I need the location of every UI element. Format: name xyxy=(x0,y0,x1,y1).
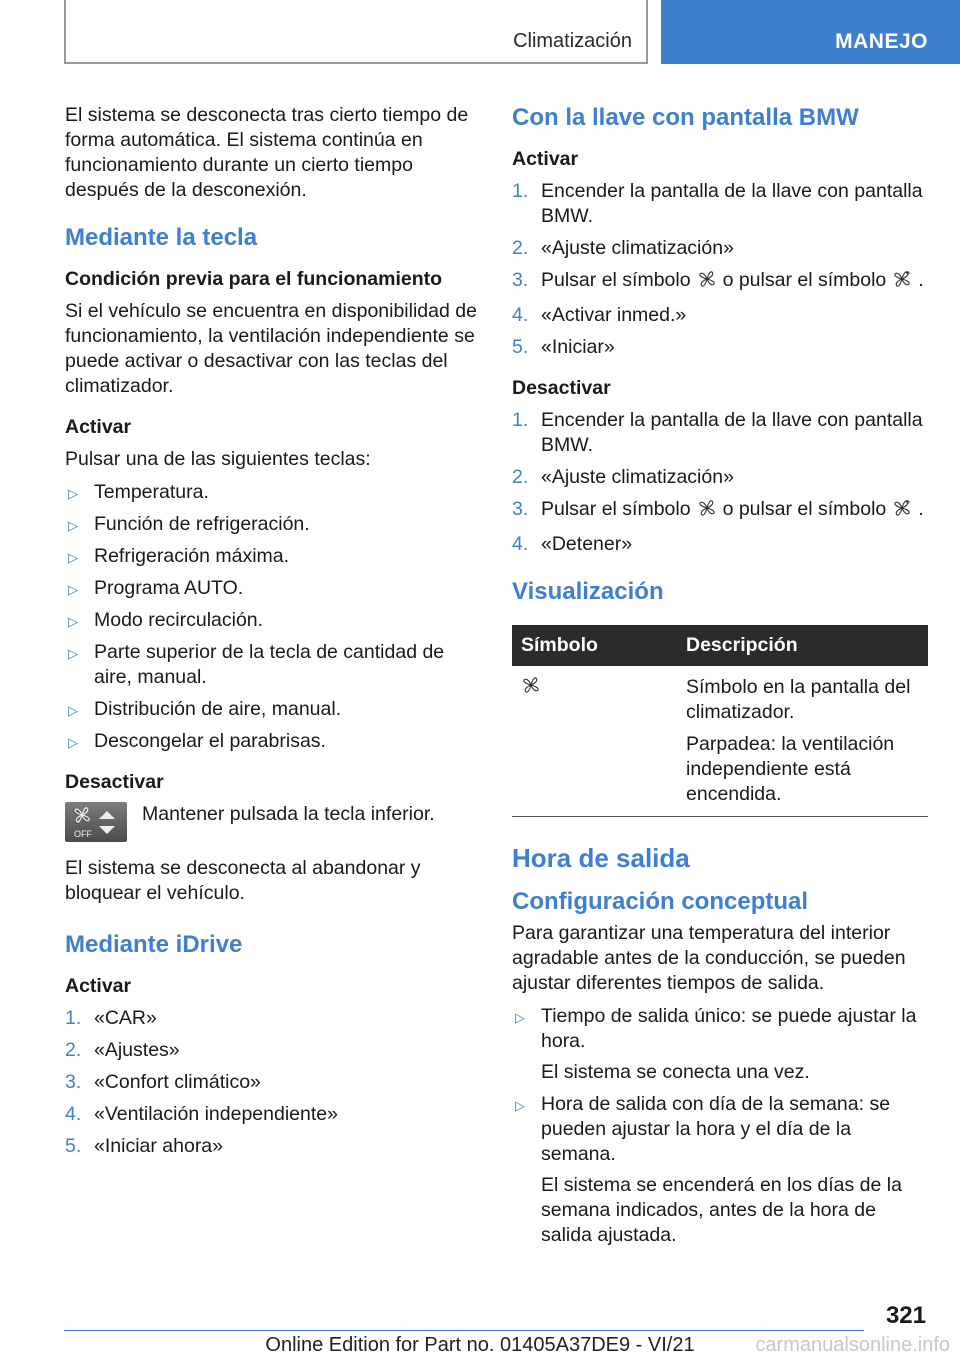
desconecta-paragraph: El sistema se desconecta al abandonar y bloquear el vehículo. xyxy=(65,857,421,904)
list-item: 5. «Iniciar ahora» xyxy=(65,1135,223,1157)
bullet-triangle-icon: ▷ xyxy=(68,582,78,597)
bullet-triangle-icon: ▷ xyxy=(68,550,78,565)
list-item: 4. «Activar inmed.» xyxy=(512,304,687,326)
symbol-table xyxy=(512,625,928,817)
right-column xyxy=(512,103,928,1256)
watermark: carmanualsonline.info xyxy=(755,1334,950,1356)
fan-icon xyxy=(697,269,717,296)
idrive-steps xyxy=(65,1006,485,1159)
table-desc-2: Parpadea: la ventilación independiente está encendida. xyxy=(686,733,895,805)
list-item: 2. «Ajustes» xyxy=(65,1039,180,1061)
section-title: Climatización xyxy=(513,30,632,52)
list-item: ▷ Modo recirculación. xyxy=(65,608,485,633)
activar-paragraph: Pulsar una de las siguientes teclas: xyxy=(65,448,371,470)
fan-icon xyxy=(697,498,717,525)
heading-activar-idrive: Activar xyxy=(65,975,132,997)
bullet-triangle-icon: ▷ xyxy=(515,1098,525,1113)
list-item: ▷ Tiempo de salida único: se puede ajustar la hora. El sistema se conecta una vez. xyxy=(515,1005,917,1083)
llave-desactivar-steps xyxy=(512,408,928,557)
condicion-paragraph: Si el vehículo se encuentra en disponibilidad de funcionamiento, la ventilación independiente se puede activar o desactivar con las teclas del climatizador. xyxy=(65,300,477,397)
heading-tecla: Mediante la tecla xyxy=(65,224,258,251)
teclas-list xyxy=(65,480,485,754)
heading-desactivar-llave: Desactivar xyxy=(512,377,611,399)
svg-text:OFF: OFF xyxy=(74,829,92,839)
bullet-triangle-icon: ▷ xyxy=(68,518,78,533)
list-item: ▷ Distribución de aire, manual. xyxy=(65,697,485,722)
llave-activar-steps xyxy=(512,179,928,360)
desactivar-block xyxy=(65,802,485,846)
heading-activar: Activar xyxy=(65,416,132,438)
fan-off-button xyxy=(65,802,127,842)
list-item: ▷ Parte superior de la tecla de cantidad de aire, manual. xyxy=(68,641,445,688)
salida-list xyxy=(512,1004,928,1248)
fan-plus-icon xyxy=(892,498,912,525)
bullet-triangle-icon: ▷ xyxy=(68,614,78,629)
fan-plus-icon xyxy=(892,269,912,296)
fan-icon xyxy=(521,678,541,700)
heading-salida: Hora de salida xyxy=(512,843,690,873)
chapter-tab: MANEJO xyxy=(661,0,960,64)
footer-edition: Online Edition for Part no. 01405A37DE9 - VI/21 xyxy=(265,1334,695,1356)
list-item: ▷ Función de refrigeración. xyxy=(65,512,485,537)
list-item: 4. «Ventilación independiente» xyxy=(65,1103,338,1125)
list-item: 2. «Ajuste climatización» xyxy=(512,466,734,488)
header-frame xyxy=(64,0,648,64)
heading-config: Configuración conceptual xyxy=(512,888,809,915)
heading-activar-llave: Activar xyxy=(512,148,579,170)
list-item: 3. Pulsar el símbolo o pulsar el símbolo . xyxy=(512,497,928,525)
table-desc-1: Símbolo en la pantalla del climatizador. xyxy=(686,676,911,723)
list-item: ▷ Programa AUTO. xyxy=(65,576,485,601)
list-item: ▷ Descongelar el parabrisas. xyxy=(65,729,485,754)
page-number: 321 xyxy=(885,1302,926,1329)
table-header-symbol: Símbolo xyxy=(512,625,677,666)
list-item: 3. «Confort climático» xyxy=(65,1071,261,1093)
list-item: ▷ Hora de salida con día de la semana: se pueden ajustar la hora y el día de la semana. El sistema se encenderá en los días de la semana indicados, antes de la hora de salida ajustada. xyxy=(515,1093,902,1246)
heading-desactivar: Desactivar xyxy=(65,771,164,793)
list-item: 2. «Ajuste climatización» xyxy=(512,237,734,259)
list-item: ▷ Refrigeración máxima. xyxy=(65,544,485,569)
config-paragraph: Para garantizar una temperatura del interior agradable antes de la conducción, se pueden ajustar diferentes tiempos de salida. xyxy=(512,922,906,994)
heading-idrive: Mediante iDrive xyxy=(65,931,243,958)
list-item: 1. Encender la pantalla de la llave con pantalla BMW. xyxy=(512,409,923,456)
list-item: 1. «CAR» xyxy=(65,1007,157,1029)
bullet-triangle-icon: ▷ xyxy=(68,703,78,718)
heading-visualizacion: Visualización xyxy=(512,578,664,605)
list-item: 5. «Iniciar» xyxy=(512,336,615,358)
heading-llave: Con la llave con pantalla BMW xyxy=(512,104,859,131)
heading-condicion: Condición previa para el funcionamiento xyxy=(65,268,443,290)
intro-paragraph: El sistema se desconecta tras cierto tiempo de forma automática. El sistema continúa en funcionamiento durante un cierto tiempo después de la desconexión. xyxy=(65,104,469,201)
bullet-triangle-icon: ▷ xyxy=(68,646,78,661)
desactivar-text: Mantener pulsada la tecla inferior. xyxy=(142,803,435,825)
table-row xyxy=(512,666,928,817)
footer-divider xyxy=(64,1330,864,1331)
left-column xyxy=(65,103,485,1167)
list-item: 3. Pulsar el símbolo o pulsar el símbolo . xyxy=(512,268,928,296)
bullet-triangle-icon: ▷ xyxy=(515,1010,525,1025)
list-item: ▷ Temperatura. xyxy=(65,480,485,505)
list-item: 4. «Detener» xyxy=(512,533,633,555)
list-item: 1. Encender la pantalla de la llave con pantalla BMW. xyxy=(512,180,923,227)
bullet-triangle-icon: ▷ xyxy=(68,486,78,501)
table-header-description: Descripción xyxy=(677,625,928,666)
bullet-triangle-icon: ▷ xyxy=(68,735,78,750)
